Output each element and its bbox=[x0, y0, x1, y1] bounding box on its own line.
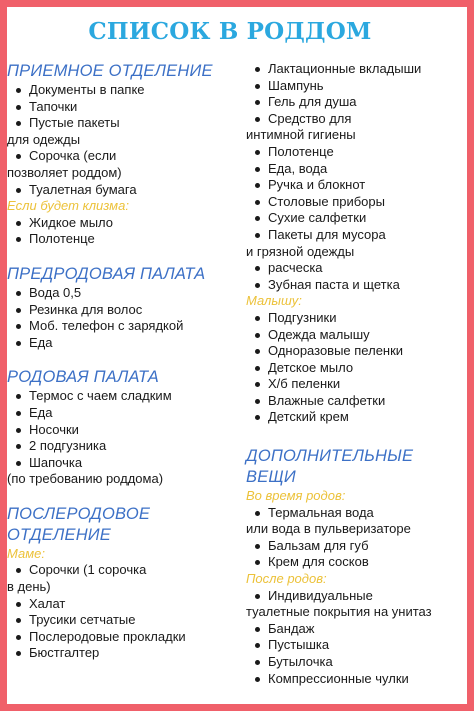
list-item: Зубная паста и щетка bbox=[246, 277, 460, 294]
list-item-continuation: интимной гигиены bbox=[246, 127, 356, 143]
list-item: Средство для bbox=[246, 111, 460, 128]
section-delivery-room bbox=[7, 367, 237, 488]
list-item: Документы в папке bbox=[7, 82, 237, 99]
list-item: Еда bbox=[7, 335, 237, 352]
list-item: Еда bbox=[7, 405, 237, 422]
list-item: Гель для душа bbox=[246, 94, 460, 111]
left-column bbox=[7, 61, 237, 662]
list-item-continuation: позволяет роддом) bbox=[7, 164, 122, 180]
list-item: Влажные салфетки bbox=[246, 393, 460, 410]
section-postnatal-ward bbox=[7, 504, 237, 662]
list-item: Туалетная бумага bbox=[7, 182, 237, 199]
page-title: СПИСОК В РОДДОМ bbox=[88, 18, 372, 45]
list-item: Бандаж bbox=[246, 621, 460, 638]
subsection-label: Если будет клизма: bbox=[7, 198, 129, 214]
list-item: Ручка и блокнот bbox=[246, 177, 460, 194]
list-item: Одежда малышу bbox=[246, 327, 460, 344]
section-reception bbox=[7, 61, 237, 248]
list-item: Моб. телефон с зарядкой bbox=[7, 318, 237, 335]
list-item: Сорочка (если bbox=[7, 148, 237, 165]
list-item: Резинка для волос bbox=[7, 302, 237, 319]
subsection-label: Малышу: bbox=[246, 293, 302, 309]
list-item-continuation: в день) bbox=[7, 579, 51, 595]
list-item: Халат bbox=[7, 596, 237, 613]
list-item: Индивидуальные bbox=[246, 588, 460, 605]
list-item: Еда, вода bbox=[246, 161, 460, 178]
list-item: Шапочка bbox=[7, 455, 237, 472]
list-item: Крем для сосков bbox=[246, 554, 460, 571]
list-item: Пустышка bbox=[246, 637, 460, 654]
section-heading: ПРЕДРОДОВАЯ ПАЛАТА bbox=[7, 264, 206, 283]
list-item: Лактационные вкладыши bbox=[246, 61, 460, 78]
list-item: Пакеты для мусора bbox=[246, 227, 460, 244]
list-item: Жидкое мыло bbox=[7, 215, 237, 232]
section-heading: ДОПОЛНИТЕЛЬНЫЕ bbox=[246, 447, 414, 466]
list-item-continuation: (по требованию роддома) bbox=[7, 471, 164, 487]
list-item: Пустые пакеты bbox=[7, 115, 237, 132]
list-item: Полотенце bbox=[246, 144, 460, 161]
right-column bbox=[246, 61, 460, 687]
list-item: Бюстгалтер bbox=[7, 645, 237, 662]
list-item-continuation: или вода в пульверизаторе bbox=[246, 521, 411, 537]
list-item-continuation: для одежды bbox=[7, 131, 81, 147]
list-item: Бутылочка bbox=[246, 654, 460, 671]
subsection-label: Маме: bbox=[7, 545, 45, 561]
spacer bbox=[7, 351, 237, 367]
section-heading: ПРИЕМНОЕ ОТДЕЛЕНИЕ bbox=[7, 62, 213, 80]
list-item: Вода 0,5 bbox=[7, 285, 237, 302]
spacer bbox=[7, 248, 237, 264]
section-baby bbox=[246, 293, 460, 426]
subsection-label: После родов: bbox=[246, 571, 327, 587]
section-heading: РОДОВАЯ ПАЛАТА bbox=[7, 368, 159, 387]
list-item: Х/б пеленки bbox=[246, 376, 460, 393]
list-item: 2 подгузника bbox=[7, 438, 237, 455]
list-item-continuation: и грязной одежды bbox=[246, 243, 355, 259]
spacer bbox=[246, 426, 460, 446]
list-item: Подгузники bbox=[246, 310, 460, 327]
list-item: Сухие салфетки bbox=[246, 210, 460, 227]
list-item: Термос с чаем сладким bbox=[7, 388, 237, 405]
section-heading-line2: ВЕЩИ bbox=[246, 468, 296, 487]
section-heading-line2: ОТДЕЛЕНИЕ bbox=[7, 525, 112, 544]
list-item: Шампунь bbox=[246, 78, 460, 95]
list-item: Послеродовые прокладки bbox=[7, 629, 237, 646]
list-item: Носочки bbox=[7, 422, 237, 439]
list-item: Тапочки bbox=[7, 99, 237, 116]
list-item-continuation: туалетные покрытия на унитаз bbox=[246, 604, 432, 620]
section-heading: ПОСЛЕРОДОВОЕ bbox=[7, 504, 151, 523]
list-item: расческа bbox=[246, 260, 460, 277]
list-item: Одноразовые пеленки bbox=[246, 343, 460, 360]
list-item: Компрессионные чулки bbox=[246, 671, 460, 688]
list-item: Полотенце bbox=[7, 231, 237, 248]
list-item: Сорочки (1 сорочка bbox=[7, 562, 237, 579]
list-item: Детское мыло bbox=[246, 360, 460, 377]
list-item: Столовые приборы bbox=[246, 194, 460, 211]
subsection-label: Во время родов: bbox=[246, 488, 346, 504]
list-item: Детский крем bbox=[246, 409, 460, 426]
section-extra-items bbox=[246, 446, 460, 687]
section-prenatal-ward bbox=[7, 264, 237, 351]
list-item: Трусики сетчатые bbox=[7, 612, 237, 629]
list-item: Термальная вода bbox=[246, 505, 460, 522]
list-item: Бальзам для губ bbox=[246, 538, 460, 555]
spacer bbox=[7, 488, 237, 504]
section-postnatal-continued bbox=[246, 61, 460, 293]
